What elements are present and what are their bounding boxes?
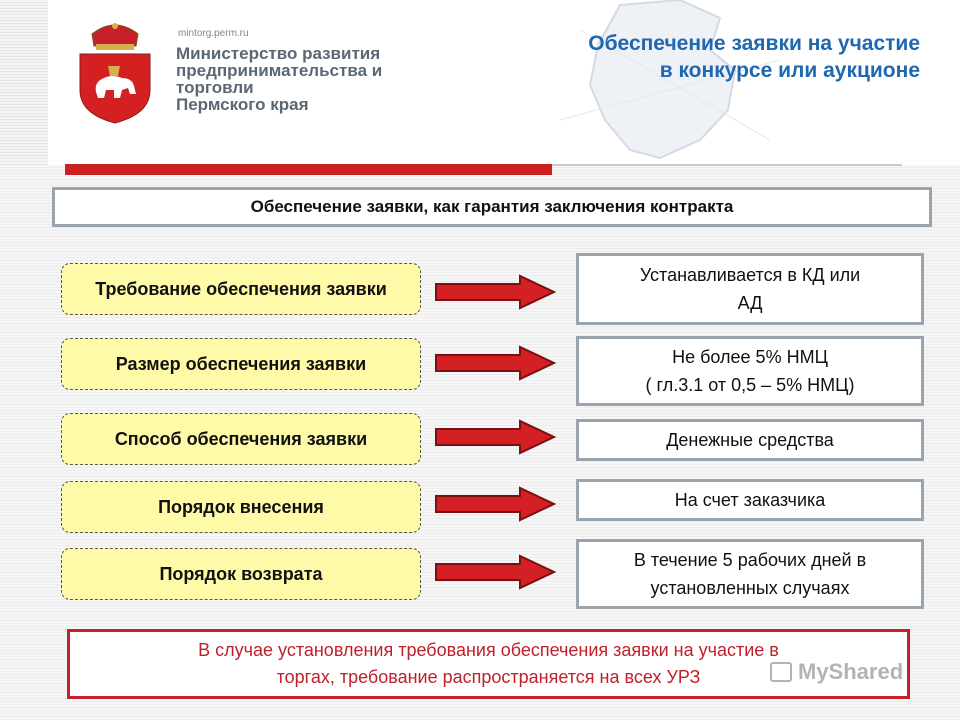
ministry-name xyxy=(176,45,436,113)
red-accent-bar xyxy=(65,164,552,175)
value-box-deposit-order xyxy=(576,479,924,521)
value-line: Устанавливается в КД или xyxy=(639,265,861,285)
slide-title xyxy=(480,30,920,84)
note-line: В случае установления требования обеспечения заявки на участие в xyxy=(198,640,779,660)
value-line: установленных случаях xyxy=(650,578,850,598)
value-line: На счет заказчика xyxy=(674,490,826,510)
presentation-icon xyxy=(770,662,792,682)
watermark xyxy=(770,659,903,685)
arrow-right-icon xyxy=(434,486,558,522)
main-heading: Обеспечение заявки, как гарантия заключения контракта xyxy=(52,187,932,227)
ministry-line: предпринимательства и xyxy=(176,61,383,80)
value-line: Не более 5% НМЦ xyxy=(672,347,828,367)
value-line: АД xyxy=(737,293,763,313)
site-url: mintorg.perm.ru xyxy=(178,28,249,39)
value-box-size xyxy=(576,336,924,406)
value-box-requirement xyxy=(576,253,924,325)
perm-coat-of-arms-icon xyxy=(78,20,152,124)
slide-title-line: в конкурсе или аукционе xyxy=(659,59,920,82)
arrow-right-icon xyxy=(434,274,558,310)
label-pill-method: Способ обеспечения заявки xyxy=(61,413,421,465)
value-line: В течение 5 рабочих дней в xyxy=(633,550,867,570)
value-line: ( гл.3.1 от 0,5 – 5% НМЦ) xyxy=(645,375,855,395)
label-pill-requirement: Требование обеспечения заявки xyxy=(61,263,421,315)
ministry-line: Пермского края xyxy=(176,95,309,114)
arrow-right-icon xyxy=(434,554,558,590)
arrow-right-icon xyxy=(434,419,558,455)
ministry-line: Министерство развития xyxy=(176,44,381,63)
value-box-method xyxy=(576,419,924,461)
watermark-text: MyShared xyxy=(798,659,904,684)
arrow-right-icon xyxy=(434,345,558,381)
label-pill-return-order: Порядок возврата xyxy=(61,548,421,600)
label-pill-deposit-order: Порядок внесения xyxy=(61,481,421,533)
ministry-line: торговли xyxy=(176,78,254,97)
slide-title-line: Обеспечение заявки на участие xyxy=(588,32,920,55)
value-box-return-order xyxy=(576,539,924,609)
divider-line xyxy=(552,164,902,166)
value-line: Денежные средства xyxy=(666,430,834,450)
note-line: торгах, требование распространяется на всех УРЗ xyxy=(276,667,701,687)
label-pill-size: Размер обеспечения заявки xyxy=(61,338,421,390)
header-left-strip xyxy=(0,0,48,165)
header xyxy=(0,0,960,165)
